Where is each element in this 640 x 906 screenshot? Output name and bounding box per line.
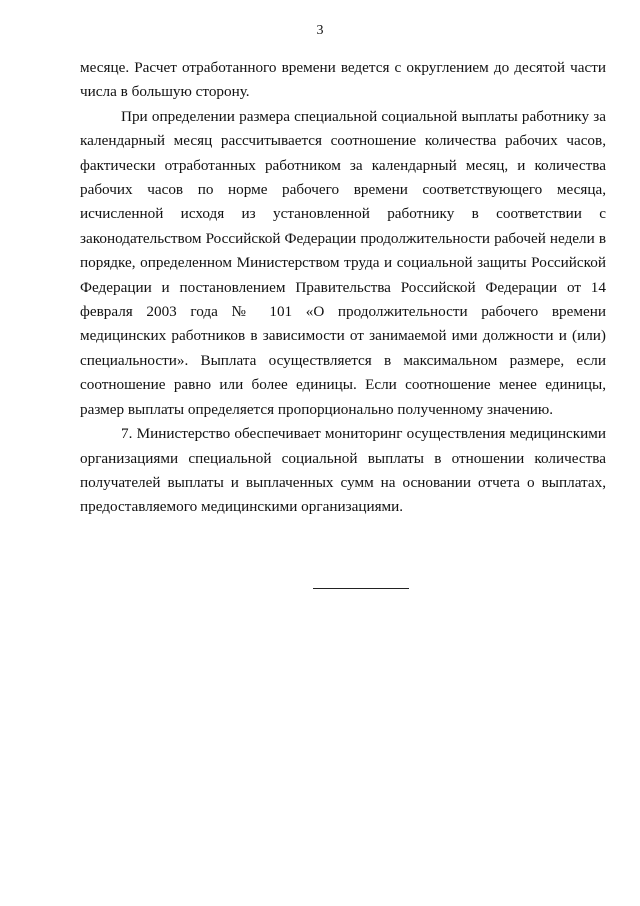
paragraph-item-7-monitoring: 7. Министерство обеспечивает мониторинг осуществления медицинскими организациями специальной социальной выплаты в отношении количества получателей выплаты и выплаченных сумм на основании отчета о выплатах, предоставляемого медицинскими организациями. bbox=[80, 425, 606, 516]
end-of-document-rule bbox=[313, 588, 409, 589]
paragraph-continuation: месяце. Расчет отработанного времени ведется с округлением до десятой части числа в большую сторону. bbox=[80, 59, 606, 101]
document-body bbox=[80, 56, 606, 520]
paragraph-payment-calculation: При определении размера специальной социальной выплаты работнику за календарный месяц рассчитывается соотношение количества рабочих часов, фактически отработанных работником за календарный месяц, и количества рабочих часов по норме рабочего времени соответствующего месяца, исчисленной исходя из установленной работнику в соответствии с законодательством Российской Федерации продолжительности рабочей недели в порядке, определенном Министерством труда и социальной защиты Российской Федерации и постановлением Правительства Российской Федерации от 14 февраля 2003 года № 101 «О продолжительности рабочего времени медицинских работников в зависимости от занимаемой ими должности и (или) специальности». Выплата осуществляется в максимальном размере, если соотношение равно или более единицы. Если соотношение менее единицы, размер выплаты определяется пропорционально полученному значению. bbox=[80, 107, 606, 418]
page-number: 3 bbox=[316, 23, 324, 38]
